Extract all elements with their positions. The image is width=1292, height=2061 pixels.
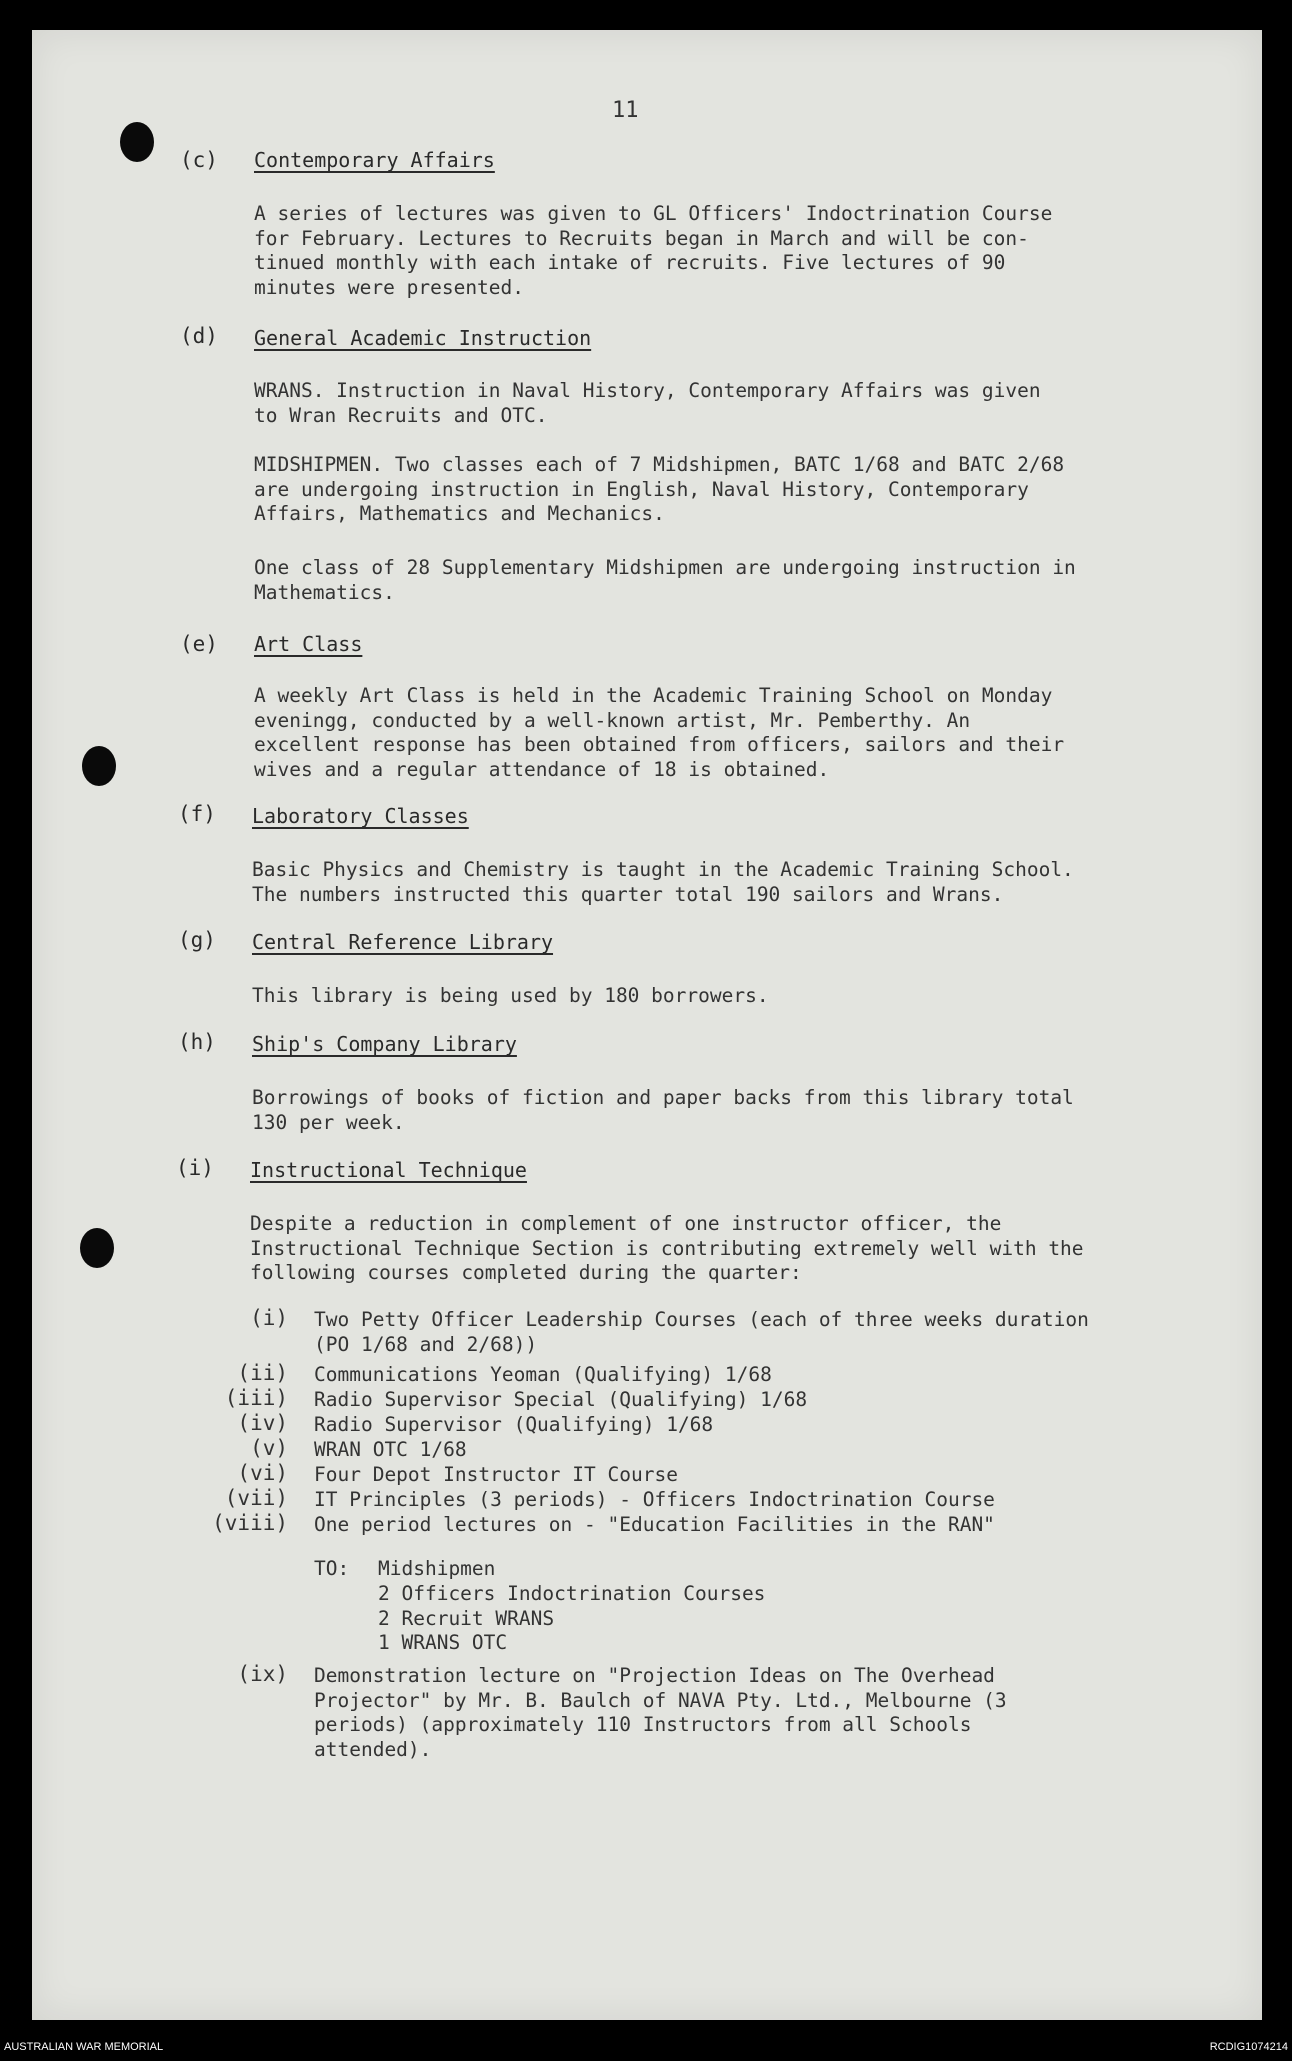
- list-item: Two Petty Officer Leadership Courses (each of three weeks duration (PO 1/68 and 2/68)): [314, 1308, 1089, 1356]
- list-number: (v): [250, 1436, 288, 1460]
- section-heading: Art Class: [254, 632, 363, 656]
- section-body: Basic Physics and Chemistry is taught in the Academic Training School. The numbers instructed this quarter total 190 sailors and Wrans.: [252, 858, 1074, 906]
- section-heading: Instructional Technique: [250, 1158, 527, 1182]
- list-item: WRAN OTC 1/68: [314, 1438, 467, 1461]
- punch-hole: [82, 746, 116, 786]
- list-number: (viii): [212, 1511, 288, 1535]
- section-body: Borrowings of books of fiction and paper backs from this library total 130 per week.: [252, 1086, 1074, 1134]
- section-letter: (f): [178, 802, 216, 826]
- footer-right: RCDIG1074214: [1209, 2041, 1288, 2053]
- list-number: (ix): [237, 1662, 288, 1686]
- section-letter: (e): [180, 632, 218, 656]
- section-paragraph: One class of 28 Supplementary Midshipmen are undergoing instruction in Mathematics.: [254, 556, 1076, 604]
- section-body: This library is being used by 180 borrowers.: [252, 984, 769, 1007]
- to-label: TO:: [314, 1557, 350, 1580]
- section-paragraph: MIDSHIPMEN. Two classes each of 7 Midshipmen, BATC 1/68 and BATC 2/68 are undergoing instruction in English, Naval History, Contemporary Affairs, Mathematics and Mechanics.: [254, 453, 1065, 525]
- list-number: (iv): [237, 1411, 288, 1435]
- section-letter: (i): [176, 1156, 214, 1180]
- section-heading: General Academic Instruction: [254, 326, 592, 350]
- section-letter: (g): [178, 928, 216, 952]
- section-body: Despite a reduction in complement of one instructor officer, the Instructional Technique Section is contributing extremely well with the following courses completed during the quarter:: [250, 1212, 1084, 1284]
- list-item: Four Depot Instructor IT Course: [314, 1463, 678, 1486]
- punch-hole: [120, 122, 154, 162]
- footer-left: AUSTRALIAN WAR MEMORIAL: [4, 2041, 164, 2053]
- list-item: Communications Yeoman (Qualifying) 1/68: [314, 1363, 772, 1386]
- list-item: Radio Supervisor (Qualifying) 1/68: [314, 1413, 714, 1436]
- list-item: Radio Supervisor Special (Qualifying) 1/68: [314, 1388, 808, 1411]
- section-letter: (h): [178, 1030, 216, 1054]
- to-rest: 2 Officers Indoctrination Courses 2 Recruit WRANS 1 WRANS OTC: [378, 1582, 766, 1654]
- section-letter: (d): [180, 324, 218, 348]
- section-heading: Ship's Company Library: [252, 1032, 517, 1056]
- list-number: (ii): [237, 1361, 288, 1385]
- section-body: A weekly Art Class is held in the Academic Training School on Monday eveningg, conducted by a well-known artist, Mr. Pemberthy. An excellent response has been obtained from officers, sailors and their wives and a regular attendance of 18 is obtained.: [254, 684, 1065, 781]
- list-item: One period lectures on - "Education Facilities in the RAN": [314, 1513, 995, 1536]
- section-heading: Contemporary Affairs: [254, 148, 495, 172]
- list-number: (i): [250, 1306, 288, 1330]
- page-number: 11: [612, 98, 639, 123]
- section-body: A series of lectures was given to GL Officers' Indoctrination Course for February. Lectures to Recruits began in March and will be con- tinued monthly with each intake of recruits. Five lectures of 90 minutes were presented.: [254, 202, 1053, 299]
- section-heading: Laboratory Classes: [252, 804, 469, 828]
- list-number: (vii): [224, 1486, 288, 1510]
- section-letter: (c): [180, 148, 218, 172]
- section-heading: Central Reference Library: [252, 930, 554, 954]
- list-number: (iii): [224, 1386, 288, 1410]
- punch-hole: [80, 1228, 114, 1268]
- list-item: IT Principles (3 periods) - Officers Indoctrination Course: [314, 1488, 995, 1511]
- document-page: [32, 30, 1262, 2020]
- list-number: (vi): [237, 1461, 288, 1485]
- list-item: Demonstration lecture on "Projection Ideas on The Overhead Projector" by Mr. B. Baulch of NAVA Pty. Ltd., Melbourne (3 periods) (approximately 110 Instructors from all Schools attended).: [314, 1664, 1007, 1761]
- section-paragraph: WRANS. Instruction in Naval History, Contemporary Affairs was given to Wran Recruits and OTC.: [254, 379, 1041, 427]
- to-first: Midshipmen: [378, 1557, 496, 1580]
